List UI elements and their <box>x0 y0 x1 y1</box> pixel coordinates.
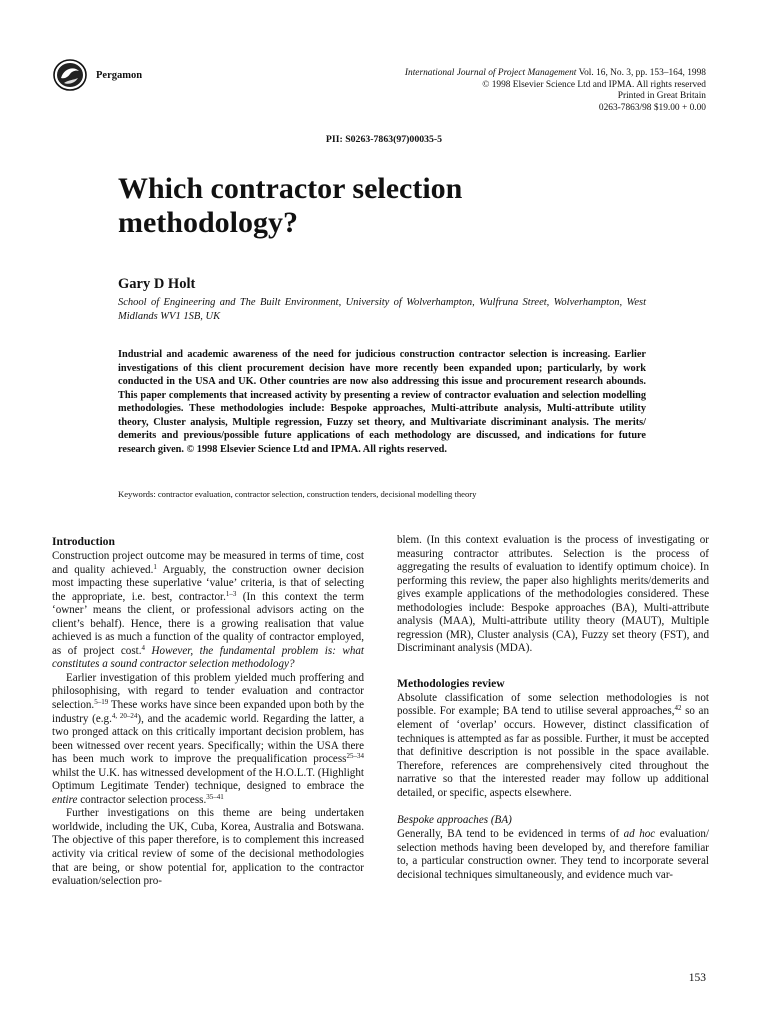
printed-line: Printed in Great Britain <box>617 91 706 102</box>
keywords: Keywords: contractor evaluation, contractor selection, construction tenders, decisional modelling theory <box>118 489 477 499</box>
subsection-heading-bespoke-approaches: Bespoke approaches (BA) <box>397 814 512 827</box>
page-number: 153 <box>688 972 706 984</box>
left-column <box>52 534 364 889</box>
article-title: Which contractor selection methodology? <box>118 172 463 239</box>
author-name: Gary D Holt <box>118 276 196 292</box>
right-column <box>397 534 709 882</box>
publisher-logo-icon <box>52 58 88 92</box>
review-paragraph-1: Absolute classification of some selection methodologies is not possible. For example; BA tend to utilise several approaches,$^{42}$ so an element of ‘overlap’ occurs. However, distinct classification of techniques is attempted as far as possible. Further, it must be accepted that definitive description is not possible in the space available. Therefore, references are comprehensively cited throughout the narrative so that the interested reader may follow up additional detailed, or specific, aspects elsewhere. <box>397 691 709 799</box>
journal-citation <box>405 68 706 80</box>
pii-identifier: PII: S0263-7863(97)00035-5 <box>325 134 443 145</box>
journal-volume: Vol. 16, No. 3, pp. 153–164, 1998 <box>576 68 706 78</box>
citation-ref: 1 <box>153 562 157 571</box>
publisher-name: Pergamon <box>96 70 143 81</box>
intro-paragraph-1: Construction project outcome may be measured in terms of time, cost and quality achieved.$^1$ Arguably, the construction owner decision most impacting these superlative ‘value’ criteria, is that of selecting the appropriate, i.e. best, contractor.$^{1-3}$ (In this context the term ‘owner’ means the client, or professional advisors acting on the client’s behalf). Hence, there is a growing realisation that value achieved is as much a function of the quality of contractor employed, as of project cost.$^4$ However, the fundamental problem is: what constitutes a sound contractor selection methodology? <box>52 550 365 671</box>
journal-title: International Journal of Project Management <box>404 68 577 78</box>
section-heading-introduction: Introduction <box>52 535 115 548</box>
bespoke-paragraph-1: Generally, BA tend to be evidenced in terms of ad hoc evaluation/ selection methods having been developed by, and therefore familiar to, a particular construction owner. They tend to incorporate several decisional techniques simultaneously, and evidence much var- <box>397 828 710 881</box>
abstract: Industrial and academic awareness of the need for judicious construction contractor selection is increasing. Earlier investigations of this client procurement decision have more recently been expanded upon; particularly, by work conducted in the USA and UK. Other countries are now also addressing this issue and procurement research abounds. This paper complements that increased activity by presenting a review of contractor evaluation and selection modelling methodologies. These methodologies include: Bespoke approaches, Multi-attribute analysis, Multi-attribute utility theory, Cluster analysis, Multiple regression, Fuzzy set theory, and Multivariate discriminant analysis. The merits/ demerits and previous/possible future applications of each methodology are discussed, and indications for future research given. © 1998 Elsevier Science Ltd and IPMA. All rights reserved. <box>118 349 646 455</box>
citation-ref: 5–19 <box>94 698 109 707</box>
journal-header <box>405 68 706 114</box>
price-line: 0263-7863/98 $19.00 + 0.00 <box>598 102 706 113</box>
author-affiliation: School of Engineering and The Built Environment, University of Wolverhampton, Wulfruna Street, Wolverhampton, West Midlands WV1 1SB, UK <box>118 297 646 322</box>
section-heading-methodologies-review: Methodologies review <box>397 676 505 690</box>
citation-ref: 4 <box>141 643 146 652</box>
intro-paragraph-2: Earlier investigation of this problem yielded much proffering and philosophising, with regard to tender evaluation and contractor selection.$^{5-19}$ These works have since been expanded upon both by the industry (e.g.$^{4, 20-24}$), and the academic world. Regarding the latter, a two pronged attack on this critically important decision problem, has been witnessed over recent years. Specifically; within the USA there has been much work to improve the prequalification process$^{25-34}$ whilst the U.K. has witnessed development of the H.O.L.T. (Highlight Optimum Legitimate Tender) technique, designed to embrace the entire contractor selection process.$^{35-41}$ <box>52 671 364 806</box>
citation-ref: 4, 20–24 <box>111 711 138 720</box>
intro-paragraph-3: Further investigations on this theme are being undertaken worldwide, including the UK, Cuba, Korea, Australia and Botswana. The objective of this paper therefore, is to complement this increased activity via critical review of some of the decisional methodologies that are being, or show potential for, application to the contractor evaluation/selection pro- <box>52 807 364 888</box>
citation-ref: 35–41 <box>206 792 224 801</box>
citation-ref: 25–34 <box>346 752 364 761</box>
citation-ref: 1–3 <box>225 589 237 598</box>
intro-paragraph-continued: blem. (In this context evaluation is the process of investigating or measuring contractor attributes. Selection is the process of aggregating the results of evaluation to identify optimum choice). In performing this review, the paper also highlights merits/demerits and gives example applications of the methodologies considered. These methodologies include: Bespoke approaches (BA), Multi-attribute analysis (MAA), Multi-attribute utility theory (MAUT), Multiple regression (MR), Cluster analysis (CA), Fuzzy set theory (FST), and Discriminant analysis (MDA). <box>397 534 709 655</box>
copyright-line: © 1998 Elsevier Science Ltd and IPMA. All rights reserved <box>482 79 706 90</box>
citation-ref: 42 <box>674 704 682 713</box>
